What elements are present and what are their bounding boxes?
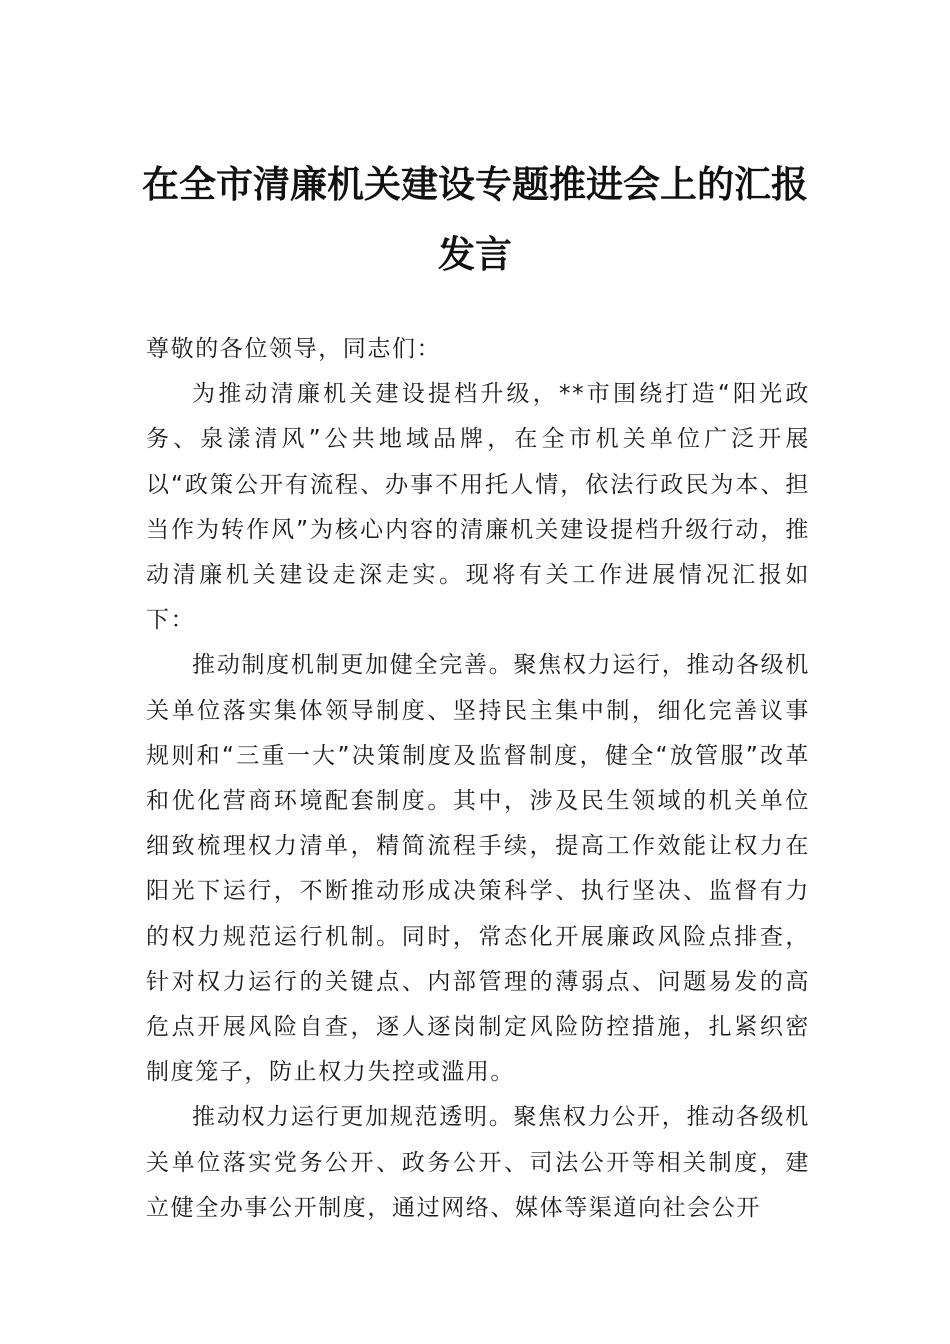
salutation: 尊敬的各位领导，同志们： bbox=[146, 336, 442, 362]
paragraph-institutions: 推动制度机制更加健全完善。聚焦权力运行，推动各级机关单位落实集体领导制度、坚持民主集中制，细化完善议事规则和“三重一大”决策制度及监督制度，健全“放管服”改革和优化营商环境配套制度。其中，涉及民生领域的机关单位细致梳理权力清单，精简流程手续，提高工作效能让权力在阳光下运行，不断推动形成决策科学、执行坚决、监督有力的权力规范运行机制。同时，常态化开展廉政风险点排查，针对权力运行的关键点、内部管理的薄弱点、问题易发的高危点开展风险自查，逐人逐岗制定风险防控措施，扎紧织密制度笼子，防止权力失控或滥用。 bbox=[146, 652, 810, 1086]
document-title-line-1: 在全市清廉机关建设专题推进会上的汇报 bbox=[142, 162, 808, 206]
paragraph-intro: 为推动清廉机关建设提档升级，**市围绕打造“阳光政务、泉漾清风”公共地域品牌，在全市机关单位广泛开展以“政策公开有流程、办事不用托人情，依法行政民为本、担当作为转作风”为核心内容的清廉机关建设提档升级行动，推动清廉机关建设走深走实。现将有关工作进展情况汇报如下： bbox=[146, 381, 810, 634]
document-title-line-2: 发言 bbox=[438, 232, 512, 276]
paragraph-transparency: 推动权力运行更加规范透明。聚焦权力公开，推动各级机关单位落实党务公开、政务公开、司法公开等相关制度，建立健全办事公开制度，通过网络、媒体等渠道向社会公开 bbox=[146, 1104, 810, 1221]
document-body bbox=[146, 327, 810, 1231]
